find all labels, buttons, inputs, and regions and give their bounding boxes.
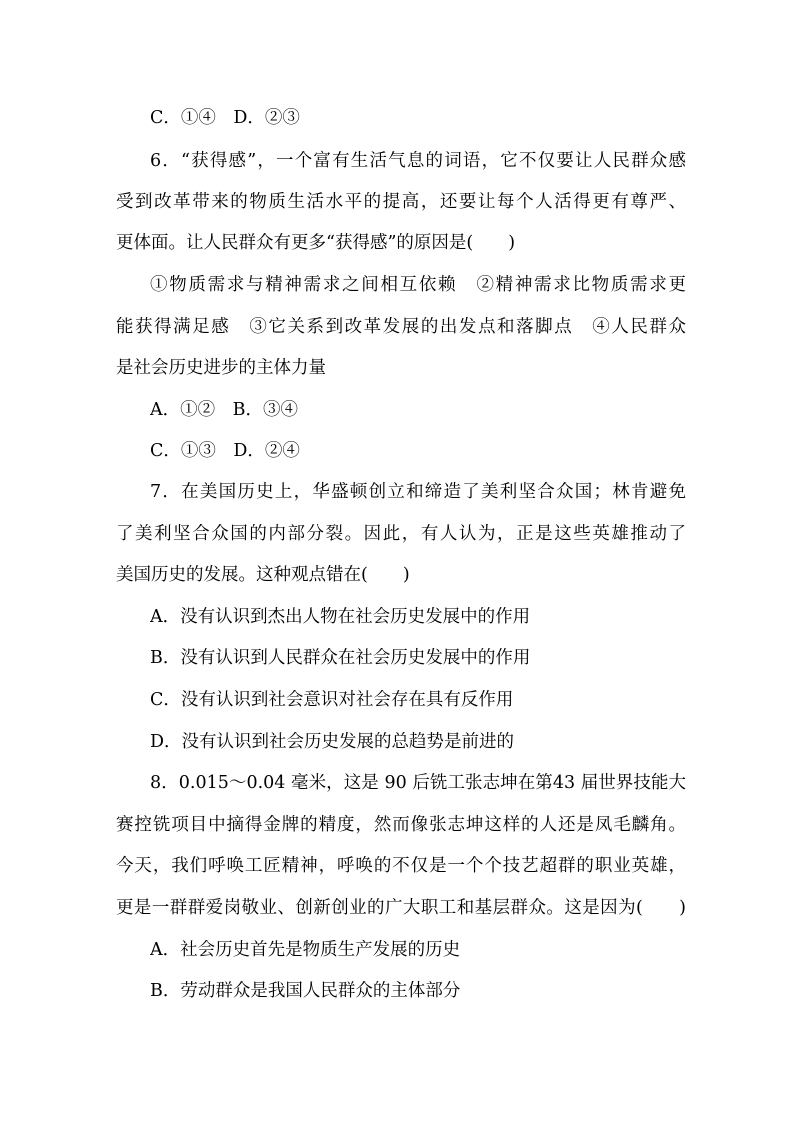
q7-option-b: B．没有认识到人民群众在社会历史发展中的作用: [150, 648, 531, 668]
q6-stem-line-3: 更体面。让人民群众有更多“获得感”的原因是( ): [116, 233, 516, 253]
q6-stem-line-2: 受到改革带来的物质生活水平的提高，还要让每个人活得更有尊严、: [116, 192, 686, 212]
q6-options-ab: A．①② B．③④: [150, 400, 298, 420]
q8-stem-line-4: 更是一群群爱岗敬业、创新创业的广大职工和基层群众。这是因为( ): [116, 898, 686, 918]
q6-statements-line-1: ①物质需求与精神需求之间相互依赖 ②精神需求比物质需求更: [150, 275, 686, 295]
q8-stem-line-2: 赛控铣项目中摘得金牌的精度，然而像张志坤这样的人还是凤毛麟角。: [116, 815, 686, 835]
q8-stem-line-1: 8．0.015～0.04 毫米，这是 90 后铣工张志坤在第43 届世界技能大: [150, 773, 686, 793]
q7-stem-line-2: 了美利坚合众国的内部分裂。因此，有人认为，正是这些英雄推动了: [116, 524, 686, 544]
q7-option-d: D．没有认识到社会历史发展的总趋势是前进的: [150, 732, 515, 752]
q6-statements-line-3: 是社会历史进步的主体力量: [116, 358, 326, 378]
q8-option-b: B．劳动群众是我国人民群众的主体部分: [150, 981, 461, 1001]
q7-option-c: C．没有认识到社会意识对社会存在具有反作用: [150, 690, 514, 710]
q7-stem-line-1: 7．在美国历史上，华盛顿创立和缔造了美利坚合众国；林肯避免: [150, 482, 686, 502]
q8-stem-line-3: 今天，我们呼唤工匠精神，呼唤的不仅是一个个技艺超群的职业英雄，: [116, 856, 686, 876]
q7-stem-line-3: 美国历史的发展。这种观点错在( ): [116, 565, 410, 585]
q6-options-cd: C．①③ D．②④: [150, 441, 300, 461]
q7-option-a: A．没有认识到杰出人物在社会历史发展中的作用: [150, 607, 531, 627]
q6-stem-line-1: 6．“获得感”，一个富有生活气息的词语，它不仅要让人民群众感: [150, 151, 686, 171]
q6-statements-line-2: 能获得满足感 ③它关系到改革发展的出发点和落脚点 ④人民群众: [116, 317, 686, 337]
q8-option-a: A．社会历史首先是物质生产发展的历史: [150, 940, 461, 960]
q5-options-cd: C．①④ D．②③: [150, 108, 300, 128]
